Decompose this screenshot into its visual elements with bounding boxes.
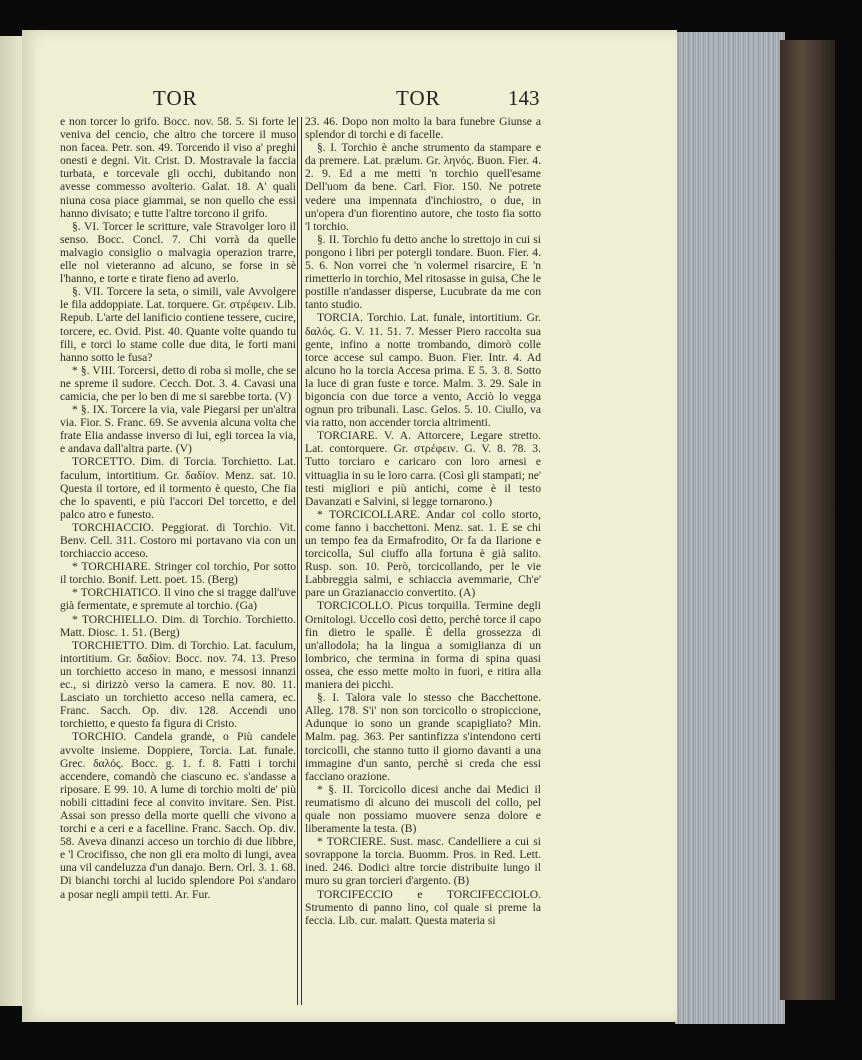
dictionary-entry: * TORCIERE. Sust. masc. Candelliere a cui si sovrappone la torcia. Buomm. Pros. in Red. Lett. ined. 246. Dodici altre torcie distribuite lungo il muro su gran torcieri d'argento. (B) bbox=[305, 835, 541, 888]
left-column bbox=[60, 115, 296, 901]
book-cover bbox=[780, 40, 835, 1000]
dictionary-entry: 23. 46. Dopo non molto la bara funebre Giunse a splendor di torchi e di facelle. bbox=[305, 115, 541, 142]
dictionary-entry: TORCIA. Torchio. Lat. funale, intortitium. Gr. δαλός. G. V. 11. 51. 7. Messer Piero raccolta sua gente, infino a notte trombando, dimorò colle torce accese sul campo. Buon. Fier. Intr. 4. Ad alcuno ho la torcia Accesa prima. E 5. 3. 8. Sotto la luce di gran fuste e torce. Malm. 3. 29. Sale in bigoncia con due torce a vento, Acciò lo vegga ognun pro tribunali. Lasc. Gelos. 5. 10. Ciullo, va via ratto, non accender torcia altrimenti. bbox=[305, 311, 541, 430]
dictionary-entry: TORCIFECCIO e TORCIFECCIOLO. Strumento di panno lino, col quale si preme la feccia. Lib. cur. malatt. Questa materia si bbox=[305, 887, 541, 927]
dictionary-entry: * §. II. Torcicollo dicesi anche dai Medici il reumatismo di alcuno dei muscoli del collo, pel quale non possiamo muovere senza dolore e liberamente la testa. (B) bbox=[305, 782, 541, 836]
right-running-head: TOR bbox=[396, 86, 441, 110]
page-number: 143 bbox=[508, 86, 540, 110]
book-page-edges bbox=[675, 32, 785, 1024]
dictionary-entry: §. VI. Torcer le scritture, vale Stravolger loro il senso. Bocc. Concl. 7. Chi vorrà da quelle malvagio consiglio o malvagia operazion trarre, elle nol vieteranno ad alcuno, se forse in sè l'hanno, e torte e tirate fieno ad averlo. bbox=[60, 219, 296, 286]
previous-page-edge bbox=[0, 36, 24, 1006]
dictionary-entry: * TORCHIATICO. Il vino che si tragge dall'uve già fermentate, e spremute al torchio. (Ga) bbox=[60, 586, 296, 613]
left-running-head: TOR bbox=[153, 86, 198, 110]
dictionary-entry: * §. IX. Torcere la via, vale Piegarsi per un'altra via. Fior. S. Franc. 69. Se avvenia alcuna volta che frate Elia andasse inverso di lui, egli torcea la via, e andava dall'altra parte. (V) bbox=[60, 403, 296, 456]
dictionary-entry: TORCICOLLO. Picus torquilla. Termine degli Ornitologi. Uccello così detto, perchè torce il capo fin dietro le spalle. È della grossezza di un'allodola; ha la lingua a somiglianza di un lombrico, che termina in forma di spina quasi ossea, che esso mette molto in fuori, e ritira alla maniera dei picchi. bbox=[305, 599, 541, 692]
dictionary-entry: * TORCHIELLO. Dim. di Torchio. Torchietto. Matt. Diosc. 1. 51. (Berg) bbox=[60, 612, 296, 639]
dictionary-entry: * §. VIII. Torcersi, detto di roba sì molle, che se ne spreme il sudore. Cecch. Dot. 3. 4. Cavasi una camicia, che per lo ben di me si sarebbe torta. (V) bbox=[60, 363, 296, 403]
dictionary-entry: e non torcer lo grifo. Bocc. nov. 58. 5. Si forte le veniva del cencio, che altro che torcere il muso non facea. Petr. son. 49. Torcendo il viso a' preghi onesti e degni. Vit. Crist. D. Mostravale la faccia turbata, e torcevale gli occhi, dubitando non avesse commesso avolterio. Galat. 18. A' quali niuna cosa piace giammai, se non quello che essi hanno divisato; e tutte l'altre torcono il grifo. bbox=[60, 115, 296, 220]
dictionary-entry: §. VII. Torcere la seta, o simili, vale Avvolgere le fila addoppiate. Lat. torquere. Gr. στρέφειν. Lib. Repub. L'arte del lanificio contiene tessere, cucire, torcere, ec. Ovid. Pist. 40. Quante volte quando tu fili, e torci lo stame colle due dita, le forti mani hanno sotto le fusa? bbox=[60, 285, 296, 364]
dictionary-entry: * TORCICOLLARE. Andar col collo storto, come fanno i bacchettoni. Menz. sat. 1. E se chi un tempo fea da Ermafrodito, Or fa da Ilarione e torcicolla, Sul ciuffo alla fortuna è già salito. Rusp. son. 10. Però, torcicollando, per le vie Labbreggia salmi, e schiaccia avemmarie, Ch'e' pare un Grazianaccio convertito. (A) bbox=[305, 507, 541, 600]
dictionary-entry: TORCHIACCIO. Peggiorat. di Torchio. Vit. Benv. Cell. 311. Costoro mi portavano via con un torchiaccio acceso. bbox=[60, 520, 296, 561]
dictionary-entry: TORCIARE. V. A. Attorcere, Legare stretto. Lat. contorquere. Gr. στρέφειν. G. V. 8. 78. 3. Tutto torciaro e caricaro con loro arnesi e vittuaglia in su le loro carra. (Così gli stampati; ne' testi migliori e più antichi, come è il testo Davanzati e Salvini, si legge tornarono.) bbox=[305, 429, 541, 508]
dictionary-entry: TORCHIO. Candela grande, o Più candele avvolte insieme. Doppiere, Torcia. Lat. funale. Grec. δαλός. Bocc. g. 1. f. 8. Fatti i torchi accendere, comandò che ciascuno ec. s'andasse a riposare. E 99. 10. A lume di torchio molti de' più nobili cittadini fece al convito invitare. Sen. Pist. Assai son presso della morte quelli che vivono a torchi e a ceri e a facelline. Franc. Sacch. Op. div. 58. Aveva dinanzi acceso un torchio di due libbre, e 'l Crocifisso, che non gli era molto di lungi, avea una vil candeluzza d'un danajo. Bern. Orl. 3. 1. 68. Di bianchi torchi al lucido splendore Poi s'andaro a posar negli ampii tetti. Ar. Fur. bbox=[60, 730, 296, 901]
dictionary-entry: §. I. Torchio è anche strumento da stampare e da premere. Lat. prælum. Gr. ληνός. Buon. Fier. 4. 2. 9. Ed a me metti 'n torchio quell'esame Dell'uom da bene. Carl. Fior. 150. Ne potrete vedere una impennata d'inchiostro, o due, in un'opera d'un fiorentino autore, che tosto fia sotto 'l torchio. bbox=[305, 141, 541, 233]
right-column bbox=[305, 115, 541, 927]
dictionary-entry: §. II. Torchio fu detto anche lo strettojo in cui si pongono i libri per potergli tondare. Buon. Fier. 4. 5. 6. Non vorrei che 'n volermel risarcire, E 'n rimetterlo in torchio, Mel ritosasse in guisa, Che le postille n'andasser disperse, Lucubrate da me con tanto studio. bbox=[305, 232, 541, 312]
dictionary-entry: TORCETTO. Dim. di Torcia. Torchietto. Lat. faculum, intortitium. Gr. δαδίον. Menz. sat. 10. Questa il tortore, ed il tormento è questo, Che fia che lo spaventi, e più l'accori Del torcetto, e del palco atro e funesto. bbox=[60, 455, 296, 521]
dictionary-entry: * TORCHIARE. Stringer col torchio, Por sotto il torchio. Bonif. Lett. poet. 15. (Berg) bbox=[60, 560, 296, 587]
column-divider bbox=[297, 117, 302, 1005]
dictionary-entry: TORCHIETTO. Dim. di Torchio. Lat. faculum, intortitium. Gr. δαδίον. Bocc. nov. 74. 13. Preso un torchietto acceso in mano, e messosi innanzi ec., si dirizzò verso la camera. E nov. 80. 11. Lasciato un torchietto acceso nella camera, ec. Franc. Sacch. Op. div. 128. Accendi uno torchietto, e questo fa figura di Cristo. bbox=[60, 638, 296, 731]
dictionary-entry: §. I. Talora vale lo stesso che Bacchettone. Alleg. 178. S'i' non son torcicollo o stropiccione, Adunque io sono un grande scapigliato? Min. Malm. pag. 363. Per santinfizza s'intendono certi torcicolli, che stanno tutto il giorno davanti a una immagine d'un santo, perchè si creda che essi facciano orazione. bbox=[305, 691, 541, 783]
